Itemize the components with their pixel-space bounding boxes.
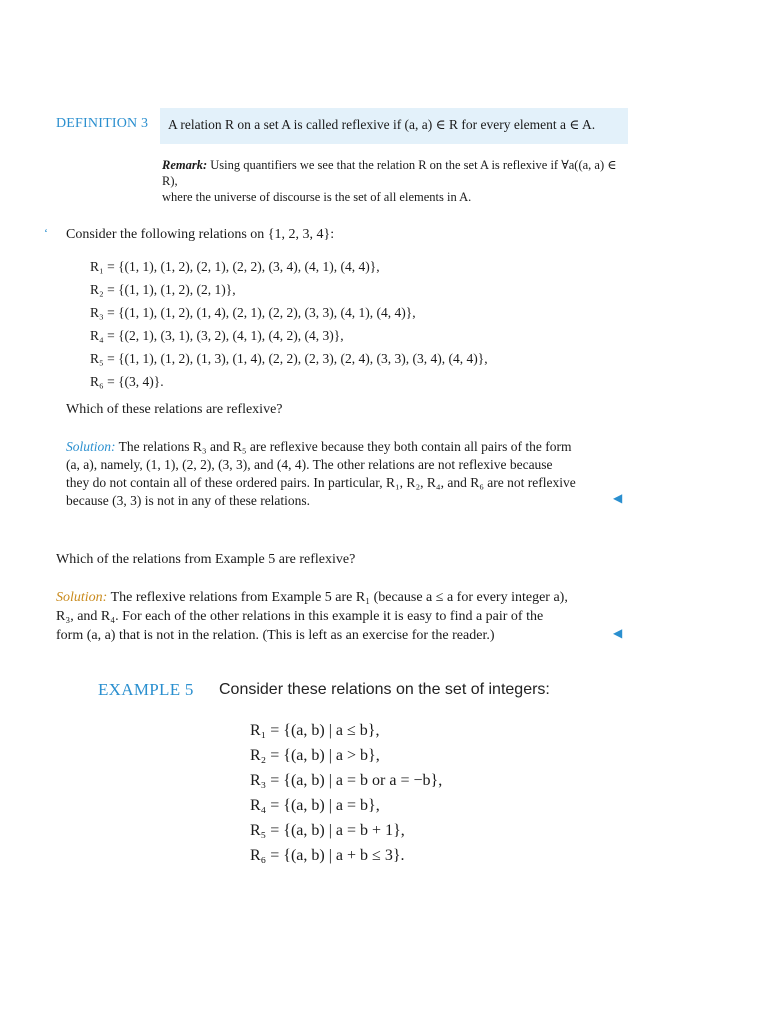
example-5-relation: R₁ = {(a, b) | a ≤ b},: [250, 722, 380, 739]
example-5-relation: R₃ = {(a, b) | a = b or a = −b},: [250, 772, 443, 789]
example-5-label: EXAMPLE 5: [98, 680, 194, 699]
question-1: Which of these relations are reflexive?: [66, 402, 283, 417]
solution-1-line-3: they do not contain all of these ordered pairs. In particular, R₁, R₂, R₄, and R₆ are not reflexive: [66, 475, 576, 490]
relation-line: R₂ = {(1, 1), (1, 2), (2, 1)},: [90, 282, 236, 297]
remark-label: Remark:: [162, 158, 208, 172]
solution-2-text: The reflexive relations from Example 5 are R₁ (because a ≤ a for every integer a),: [110, 590, 568, 605]
solution-1-line-4: because (3, 3) is not in any of these relations.: [66, 493, 311, 508]
example-intro: Consider the following relations on {1, 2, 3, 4}:: [66, 227, 335, 242]
relation-line: R₆ = {(3, 4)}.: [90, 374, 164, 389]
solution-1-line-2: (a, a), namely, (1, 1), (2, 2), (3, 3), and (4, 4). The other relations are not reflexive because: [66, 457, 553, 472]
definition-label: DEFINITION 3: [56, 116, 149, 131]
example-5-text: Consider these relations on the set of integers:: [219, 681, 550, 698]
end-of-example-icon: ◀: [613, 491, 623, 505]
relation-line: R₁ = {(1, 1), (1, 2), (2, 1), (2, 2), (3, 4), (4, 1), (4, 4)},: [90, 259, 380, 274]
example-5-relation: R₄ = {(a, b) | a = b},: [250, 797, 380, 814]
relation-line: R₅ = {(1, 1), (1, 2), (1, 3), (1, 4), (2, 2), (2, 3), (2, 4), (3, 3), (3, 4), (4, 4)},: [90, 351, 488, 366]
relation-line: R₃ = {(1, 1), (1, 2), (1, 4), (2, 1), (2, 2), (3, 3), (4, 1), (4, 4)},: [90, 305, 416, 320]
remark-line-2: where the universe of discourse is the set of all elements in A.: [162, 190, 472, 204]
solution-2-label: Solution:: [56, 590, 108, 605]
solution-2-line-1: [56, 590, 626, 606]
question-2: Which of the relations from Example 5 are reflexive?: [56, 552, 356, 567]
relation-line: R₄ = {(2, 1), (3, 1), (3, 2), (4, 1), (4, 2), (4, 3)},: [90, 328, 344, 343]
definition-text: A relation R on a set A is called reflexive if (a, a) ∈ R for every element a ∈ A.: [168, 117, 596, 132]
example-5-relation: R₅ = {(a, b) | a = b + 1},: [250, 822, 405, 839]
solution-1-line-1: [66, 439, 626, 455]
remark: [162, 157, 632, 205]
example-5-relation: R₆ = {(a, b) | a + b ≤ 3}.: [250, 847, 405, 864]
solution-1-label: Solution:: [66, 439, 116, 454]
solution-1-text: The relations R₃ and R₅ are reflexive because they both contain all pairs of the form: [118, 439, 572, 454]
solution-2-line-3: form (a, a) that is not in the relation. (This is left as an exercise for the reader.): [56, 628, 495, 643]
example-marker-icon: ʻ: [44, 226, 48, 240]
remark-line-1: Using quantifiers we see that the relation R on the set A is reflexive if ∀a((a, a) ∈ R),: [162, 158, 617, 188]
end-of-solution-icon: ◀: [613, 626, 623, 640]
solution-2-line-2: R₃, and R₄. For each of the other relations in this example it is easy to find a pair of the: [56, 609, 544, 624]
example-5-relation: R₂ = {(a, b) | a > b},: [250, 747, 380, 764]
